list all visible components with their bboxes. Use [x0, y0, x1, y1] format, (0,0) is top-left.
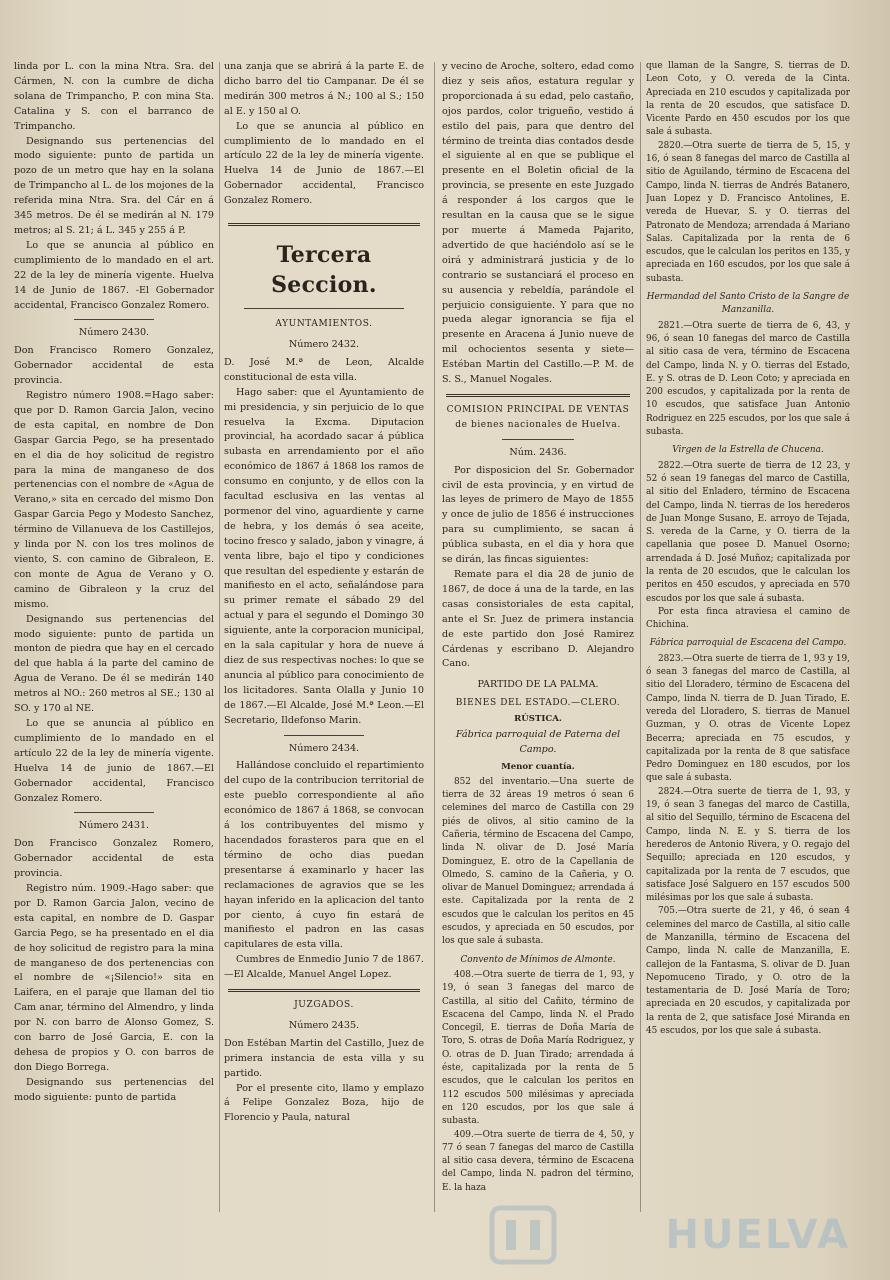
- district-heading: PARTIDO DE LA PALMA.: [477, 679, 599, 691]
- category-heading: BIENES DEL ESTADO.—CLERO.: [455, 698, 621, 709]
- column-2: [224, 60, 424, 1265]
- divider: [502, 439, 574, 440]
- section-divider: [228, 989, 420, 992]
- paragraph: 2822.—Otra suerte de tierra de 12 23, y 52 ó sean 19 fanegas del marco de Castilla, al sitio del Enladero, término de Escacena del Campo, linda N. tierras de los herederos de Juan Monge Susano, E. arroyo de Tejada, S. vereda de la Carne, y O. tierra de la capellania que posee D. Manuel Osorno; arrendada á D. José Muñoz; capitalizada por la renta de 20 escudos, que le calculan los peritos en 450 escudos, y apreciada en 570 escudos por los que sale á subasta.: [646, 460, 850, 604]
- paragraph: D. José M.ª de Leon, Alcalde constitucional de esta villa.: [224, 356, 424, 383]
- category-subheading: RÚSTICA.: [514, 714, 562, 725]
- paragraph: 2821.—Otra suerte de tierra de 6, 43, y 96, ó sean 10 fanegas del marco de Castilla al sitio casa de vera, término de Escacena del Campo, linda N. y O. tierras del Estado, E. y S. otras de D. Leon Coto; y apreciada en 200 escudos, y capitalizada por la renta de 10 escudos, que satisface Juan Antonio Rodriguez en 225 escudos, por los que sale á subasta.: [646, 320, 850, 438]
- column-3: [442, 60, 634, 1265]
- property-owner-heading: Hermandad del Santo Cristo de la Sangre de Manzanilla.: [646, 292, 850, 316]
- notice-number: Número 2431.: [78, 820, 150, 832]
- section-heading: AYUNTAMIENTOS.: [275, 319, 373, 330]
- paragraph: Don Estéban Martin del Castillo, Juez de primera instancia de esta villa y su partido.: [224, 1037, 424, 1079]
- paragraph: Registro número 1908.=Hago saber: que por D. Ramon Garcia Jalon, vecino de esta capital, en nombre de Don Gaspar Garcia Pego, se ha presentado en el dia de hoy solicitud de registro para la mina de manganeso de dos pertenencias con el nombre de «Agua de Verano,» sita en cercado del mismo Don Gaspar Garcia Pego y Modesto Sanchez, término de Villanueva de los Castillejos, y linda por N. con los tres molinos de viento, S. con camino de Gibraleon, E. con monte de Agua de Verano y O. camino de Gibraleon y la cruz del mismo.: [14, 390, 214, 610]
- column-divider: [640, 62, 641, 1212]
- paragraph: 408.—Otra suerte de tierra de 1, 93, y 19, ó sean 3 fanegas del marco de Castilla, al sitio del Cañito, término de Escacena del Campo, linda N. el Prado Concegil, E. tierras de Doña María de Toro, S. otras de Doña María Rodriguez, y O. otras de D. Juan Tirado; arrendada á éste, capitalizada por la renta de 5 escudos, que le calculan los peritos en 112 escudos 500 milésimas y apreciada en 120 escudos, por los que sale á subasta.: [442, 969, 634, 1127]
- value-class-heading: Menor cuantía.: [501, 761, 575, 772]
- archive-logo-icon: [488, 1204, 558, 1266]
- section-title: Tercera Seccion.: [271, 242, 377, 299]
- paragraph: Registro núm. 1909.-Hago saber: que por D. Ramon Garcia Jalon, vecino de esta capital, en nombre de D. Gaspar Garcia Pego, se ha presentado en el dia de hoy solicitud de registro para la mina de manganeso de dos pertenencias con el nombre de «¡Silencio!» sita en Laifera, en el paraje que llaman del tio Cam anar, término del Almendro, y linda por N. con barro de Alonso Gomez, S. con barro de José Garcia, E. con la dehesa de propios y O. con barros de don Diego Borrega.: [14, 883, 214, 1073]
- paragraph: Cumbres de Enmedio Junio 7 de 1867.—El Alcalde, Manuel Angel Lopez.: [224, 954, 424, 981]
- column-4: [646, 60, 850, 1265]
- notice-number: Número 2430.: [78, 327, 150, 339]
- section-divider: [446, 394, 630, 397]
- property-owner-heading: Convento de Mínimos de Almonte.: [460, 954, 616, 965]
- paragraph: Designando sus pertenencias del modo siguiente: punto de partida un pozo de un metro que hay en la solana de Trimpancho al L. de los mojones de la referida mina Ntra. Sra. del Cár en á 345 metros. De él se medirán al N. 179 metros; al S. 21; á L. 345 y 255 á P.: [14, 135, 214, 236]
- column-1: [14, 60, 214, 1265]
- paragraph: que llaman de la Sangre, S. tierras de D. Leon Coto, y O. vereda de la Cinta. Apreciada en 210 escudos y capitalizada por la renta de 20 escudos, que satisface D. Vicente Pardo en 450 escudos por los que sale á subasta.: [646, 61, 850, 138]
- column-divider: [434, 62, 435, 1212]
- paragraph: y vecino de Aroche, soltero, edad como diez y seis años, estatura regular y proporcionada á su edad, pelo castaño, ojos pardos, color trigueño, vestido á estilo del pais, para que dentro del término de treinta dias contados desde el siguiente al en que se publique el presente en el Boletin oficial de la provincia, se presente en este Juzgado á responder á los cargos que le resultan en la causa que se le sigue por muerte á Mameda Pajarito, advertido de que haciéndolo así se le oirá y administrará justicia y de lo contrario se sustanciará el proceso en su ausencia y rebeldía, parándole el perjuicio consiguiente. Y para que no pueda alegar ignorancia se fija el presente en Aracena á Junio nueve de mil ochocientos sesenta y siete—Estéban Martin del Castillo.—P. M. de S. S., Manuel Nogales.: [442, 61, 634, 386]
- paragraph: 852 del inventario.—Una suerte de tierra de 32 áreas 19 metros ó sean 6 celemines del marco de Castilla con 29 piés de olivos, al sitio camino de la Cañeria, término de Escacena del Campo, linda N. olivar de D. José María Dominguez, E. otro de la Capellania de Olmedo, S. camino de la Cañeria, y O. olivar de Manuel Dominguez; arrendada á este. Capitalizada por la renta de 2 escudos que le calculan los peritos en 45 escudos, y apreciada en 50 escudos, por los que sale á subasta.: [442, 776, 634, 947]
- property-owner-heading: Virgen de la Estrella de Chucena.: [672, 445, 824, 456]
- paragraph: Hallándose concluido el repartimiento del cupo de la contribucion territorial de este pueblo correspondiente al año económico de 1867 á 1868, se convocan á los contribuyentes del mismo y hacendados forasteros para que en el término de ocho dias puedan presentarse á examinarlo y hacer las reclamaciones de agravios que se les hayan inferido en la aplicacion del tanto por ciento, á cuyo fin estará de manifiesto el padron en las casas capitulares de esta villa.: [224, 760, 424, 951]
- paragraph: Por disposicion del Sr. Gobernador civil de esta provincia, y en virtud de las leyes de primero de Mayo de 1855 y once de julio de 1856 é instrucciones para su cumplimiento, se sacan á pública subasta, en el dia y hora que se dirán, las fincas siguientes:: [442, 464, 634, 566]
- paragraph: Lo que se anuncia al público en cumplimiento de lo mandado en el artículo 22 de la ley de minería vigente. Huelva 14 de Junio de 1867.—El Gobernador accidental, Francisco Gonzalez Romero.: [224, 120, 424, 207]
- watermark-text: HUELVA: [665, 1212, 850, 1258]
- paragraph: Lo que se anuncia al público en cumplimiento de lo mandado en el artículo 22 de la ley de minería vigente. Huelva 14 de junio de 1867.—El Gobernador accidental, Francisco Gonzalez Romero.: [14, 717, 214, 804]
- paragraph: 2820.—Otra suerte de tierra de 5, 15, y 16, ó sean 8 fanegas del marco de Castilla al sitio de Aguilando, término de Escacena del Campo, linda N. tierras de Andrés Batanero, Juan Lopez y D. Francisco Antolines, E. vereda de Huevar, S. y O. tierras del Patronato de Mendoza; arrendada á Mariano Salas. Capitalizada por la renta de 6 escudos, que le calculan los peritos en 135, y apreciada en 160 escudos, por los que sale á subasta.: [646, 140, 850, 284]
- paragraph: una zanja que se abrirá á la parte E. de dicho barro del tio Campanar. De él se medirán 300 metros á N.; 100 al S.; 150 al E. y 150 al O.: [224, 61, 424, 117]
- paragraph: Por esta finca atraviesa el camino de Chichina.: [646, 606, 850, 631]
- paragraph: 2823.—Otra suerte de tierra de 1, 93 y 19, ó sean 3 fanegas del marco de Castilla, al sitio del Lloradero, término de Escacena del Campo, linda N. tierra de D. Juan Tirado, E. vereda del Lloradero, S. tierras de Manuel Guzman, y O. otras de Vicente Lopez Becerra; apreciada en 75 escudos, y capitalizada por la renta de 8 que satisface Pedro Dominguez en 180 escudos, por los que sale á subasta.: [646, 653, 850, 784]
- divider: [284, 735, 364, 736]
- property-owner-heading: Fábrica parroquial de Paterna del Campo.: [455, 729, 621, 755]
- divider: [244, 308, 404, 309]
- paragraph: 705.—Otra suerte de 21, y 46, ó sean 4 celemines del marco de Castilla, al sitio calle de Manzanilla, término de Escacena del Campo, linda N. calle de Manzanilla, E. callejon de la Fantasma, S. olivar de D. Juan Nepomuceno Tirado, y O. otro de la testamentaria de D. José María de Toro; apreciada en 20 escudos, y capitalizada por la renta de 2, que satisface José Miranda en 45 escudos, por los que sale á subasta.: [646, 906, 850, 1037]
- divider: [74, 812, 154, 813]
- section-heading: COMISION PRINCIPAL DE VENTAS de bienes nacionales de Huelva.: [446, 404, 630, 430]
- paragraph: Lo que se anuncia al público en cumplimiento de lo mandado en el art. 22 de la ley de minería vigente. Huelva 14 de Junio de 1867. -El Gobernador accidental, Francisco Gonzalez Romero.: [14, 239, 214, 311]
- paragraph: 2824.—Otra suerte de tierra de 1, 93, y 19, ó sean 3 fanegas del marco de Castilla, al sitio del Sequillo, término de Escacena del Campo, linda N. E. y S. tierra de los herederos de Antonio Rivera, y O. regajo del Sequillo; apreciada en 120 escudos, y capitalizada por la renta de 7 escudos, que satisface José Salguero en 157 escudos 500 milésimas por los que sale á subasta.: [646, 786, 850, 904]
- paragraph: Designando sus pertenencias del modo siguiente: punto de partida un monton de piedra que hay en el cercado del que habla á la parte del camino de Agua de Verano. De él se medirán 140 metros al NO.: 260 metros al SE.; 130 al SO. y 170 al NE.: [14, 613, 214, 715]
- paragraph: Don Francisco Romero Gonzalez, Gobernador accidental de esta provincia.: [14, 345, 214, 387]
- paragraph: Hago saber: que el Ayuntamiento de mi presidencia, y sin perjuicio de lo que resuelva la Excma. Diputacion provincial, ha acordado sacar á pública subasta en arrendamiento por el año económico de 1867 á 1868 los ramos de consumo en conjunto, y de ellos con la facultad esclusiva en las ventas al pormenor del vino, aguardiente y carne de hebra, y los demás ó sea aceite, tocino fresco y salado, jabon y vinagre, á venta libre, bajo el tipo y condiciones que resultan del espediente y estarán de manifiesto en el acto, señalándose para su primer remate el sábado 29 del actual y para el segundo el Domingo 30 siguiente, ante la corporacion municipal, en la sala capitular y hora de nueve á diez de sus respectivas noches: lo que se anuncia al público para conocimiento de los licitadores. Santa Olalla y Junio 10 de 1867.—El Alcalde, José M.ª Leon.—El Secretario, Ildefonso Marin.: [224, 386, 424, 726]
- section-heading: JUZGADOS.: [294, 1000, 354, 1011]
- paragraph: Por el presente cito, llamo y emplazo á Felipe Gonzalez Boza, hijo de Florencio y Paula, natural: [224, 1082, 424, 1124]
- section-divider: [228, 223, 420, 226]
- notice-number: Número 2434.: [288, 742, 360, 754]
- divider: [74, 319, 154, 320]
- notice-number: Número 2435.: [288, 1019, 360, 1031]
- notice-number: Núm. 2436.: [509, 446, 567, 458]
- paragraph: linda por L. con la mina Ntra. Sra. del Cármen, N. con la cumbre de dicha solana de Trimpancho, P. con mina Sta. Catalina y S. con el barranco de Trimpancho.: [14, 61, 214, 132]
- paragraph: Remate para el dia 28 de junio de 1867, de doce á una de la tarde, en las casas consistoriales de esta capital, ante el Sr. Juez de primera instancia de este partido don José Ramirez Cárdenas y escribano D. Alejandro Cano.: [442, 569, 634, 670]
- property-owner-heading: Fábrica parroquial de Escacena del Campo.: [649, 638, 847, 649]
- paragraph: Designando sus pertenencias del modo siguiente: punto de partida: [14, 1076, 214, 1103]
- paragraph: 409.—Otra suerte de tierra de 4, 50, y 77 ó sean 7 fanegas del marco de Castilla al sitio casa devera, término de Escacena del Campo, linda N. padron del término, E. la haza: [442, 1129, 634, 1193]
- notice-number: Número 2432.: [288, 338, 360, 350]
- column-divider: [219, 62, 220, 1212]
- paragraph: Don Francisco Gonzalez Romero, Gobernador accidental de esta provincia.: [14, 838, 214, 880]
